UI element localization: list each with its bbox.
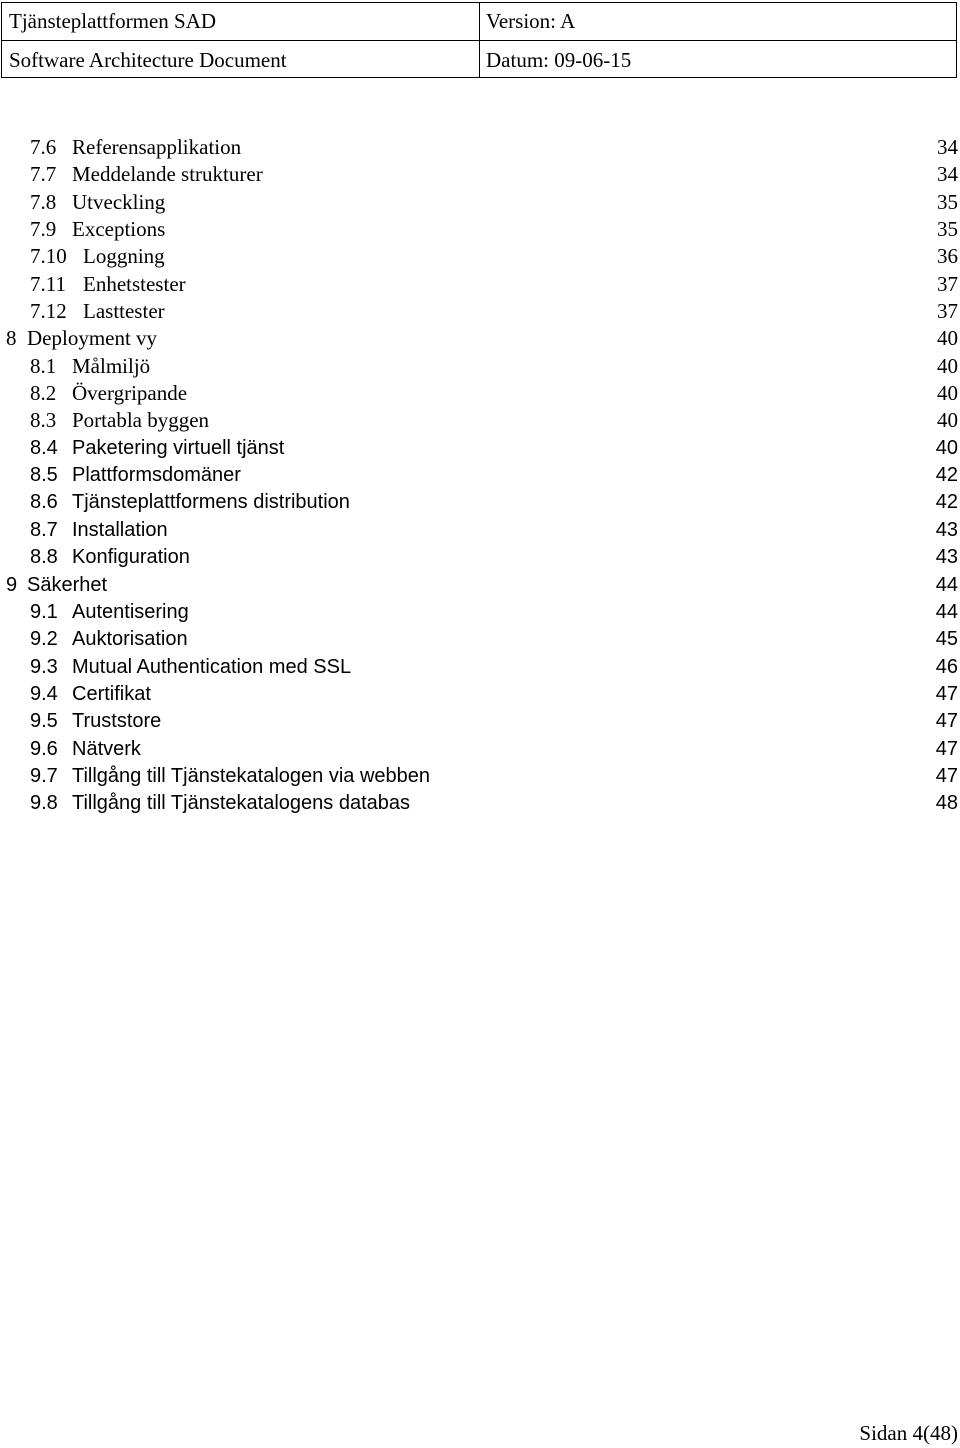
toc-entry-number: 9.8 [30, 792, 58, 815]
toc-entry-page-number: 36 [937, 244, 958, 269]
toc-entry-title: Portabla byggen [72, 408, 210, 433]
toc-entry[interactable] [0, 216, 960, 243]
toc-entry-number: 8.8 [30, 546, 58, 569]
toc-entry-number: 7.8 [30, 189, 57, 214]
toc-entry-page-number: 42 [935, 464, 958, 487]
toc-entry-title: Utveckling [72, 189, 166, 214]
toc-entry-title: Konfiguration [72, 546, 190, 569]
toc-entry-number: 8 [6, 326, 17, 351]
toc-entry[interactable] [0, 325, 960, 352]
toc-entry-page-number: 40 [937, 408, 958, 433]
toc-entry-page-number: 45 [935, 628, 958, 651]
toc-entry[interactable] [0, 298, 960, 325]
toc-entry[interactable] [0, 243, 960, 270]
header-column-divider [479, 3, 480, 77]
toc-entry[interactable] [0, 572, 960, 599]
toc-entry-number: 9 [6, 573, 18, 596]
toc-entry[interactable] [0, 790, 960, 817]
toc-entry-title: Tillgång till Tjänstekatalogen via webben [72, 764, 430, 787]
toc-entry-number: 7.12 [30, 299, 67, 324]
toc-entry-page-number: 44 [935, 573, 958, 596]
toc-entry-page-number: 47 [935, 764, 958, 787]
toc-entry-number: 9.3 [30, 655, 58, 678]
toc-entry[interactable] [0, 626, 960, 653]
toc-entry-number: 7.11 [30, 271, 66, 296]
toc-entry-page-number: 43 [935, 518, 958, 541]
toc-entry-number: 8.2 [30, 381, 57, 406]
toc-entry-page-number: 40 [937, 326, 958, 351]
toc-entry-title: Mutual Authentication med SSL [72, 655, 352, 678]
header-version: Version: A [486, 9, 576, 33]
toc-entry[interactable] [0, 462, 960, 489]
toc-entry-page-number: 43 [935, 546, 958, 569]
toc-entry[interactable] [0, 654, 960, 681]
toc-entry-number: 9.2 [30, 628, 58, 651]
toc-entry-title: Plattformsdomäner [72, 464, 241, 487]
toc-entry-number: 9.5 [30, 710, 58, 733]
toc-entry[interactable] [0, 435, 960, 462]
toc-entry-title: Enhetstester [83, 271, 186, 296]
toc-entry-title: Referensapplikation [72, 135, 242, 159]
header-date: Datum: 09-06-15 [486, 48, 632, 72]
toc-entry-page-number: 35 [937, 189, 958, 214]
toc-entry-title: Loggning [83, 244, 165, 269]
toc-entry[interactable] [0, 161, 960, 188]
toc-entry-title: Deployment vy [27, 326, 158, 351]
toc-entry-title: Nätverk [72, 737, 141, 760]
toc-entry-title: Auktorisation [72, 628, 188, 651]
toc-entry[interactable] [0, 271, 960, 298]
toc-entry[interactable] [0, 544, 960, 571]
table-of-contents [0, 134, 960, 818]
header-document-type: Software Architecture Document [9, 48, 287, 72]
toc-entry-page-number: 34 [937, 162, 958, 187]
toc-entry-page-number: 40 [937, 353, 958, 378]
toc-entry[interactable] [0, 763, 960, 790]
toc-entry-title: Truststore [72, 710, 162, 733]
toc-entry-number: 9.4 [30, 682, 58, 705]
toc-entry-title: Tjänsteplattformens distribution [72, 491, 350, 514]
toc-entry[interactable] [0, 599, 960, 626]
toc-entry-page-number: 48 [935, 792, 958, 815]
toc-entry-title: Målmiljö [72, 353, 151, 378]
toc-entry-number: 8.1 [30, 353, 57, 378]
toc-entry-title: Tillgång till Tjänstekatalogens databas [72, 792, 410, 815]
toc-entry-title: Autentisering [72, 600, 189, 623]
toc-entry-number: 7.6 [30, 135, 57, 159]
toc-entry-number: 8.4 [30, 436, 58, 459]
toc-entry-title: Övergripande [72, 381, 188, 406]
toc-entry-title: Paketering virtuell tjänst [72, 436, 285, 459]
toc-entry[interactable] [0, 708, 960, 735]
toc-entry[interactable] [0, 189, 960, 216]
toc-entry-number: 8.5 [30, 464, 58, 487]
toc-entry-number: 7.7 [30, 162, 57, 187]
toc-entry-number: 7.10 [30, 244, 67, 269]
toc-entry-title: Lasttester [83, 299, 165, 324]
toc-entry[interactable] [0, 380, 960, 407]
toc-entry-page-number: 40 [937, 381, 958, 406]
toc-entry-page-number: 40 [935, 436, 958, 459]
toc-entry-page-number: 35 [937, 217, 958, 242]
toc-entry-number: 7.9 [30, 217, 57, 242]
toc-entry-page-number: 42 [935, 491, 958, 514]
toc-entry[interactable] [0, 736, 960, 763]
toc-entry-page-number: 47 [935, 682, 958, 705]
toc-entry-number: 8.6 [30, 491, 58, 514]
toc-entry-number: 9.7 [30, 764, 58, 787]
toc-entry-title: Meddelande strukturer [72, 162, 263, 187]
toc-entry-page-number: 44 [935, 600, 958, 623]
toc-entry[interactable] [0, 407, 960, 434]
toc-entry-page-number: 34 [937, 135, 958, 159]
toc-entry[interactable] [0, 681, 960, 708]
toc-entry-title: Installation [72, 518, 168, 541]
toc-entry-page-number: 37 [937, 299, 958, 324]
toc-entry-page-number: 37 [937, 271, 958, 296]
toc-entry-page-number: 47 [935, 710, 958, 733]
toc-entry-page-number: 47 [935, 737, 958, 760]
document-header [1, 2, 957, 78]
page-number-footer: Sidan 4(48) [859, 1421, 958, 1445]
toc-entry-number: 8.3 [30, 408, 57, 433]
toc-entry-title: Exceptions [72, 217, 166, 242]
header-project-title: Tjänsteplattformen SAD [9, 9, 217, 33]
toc-entry[interactable] [0, 134, 960, 161]
toc-entry-title: Säkerhet [27, 573, 108, 596]
toc-entry[interactable] [0, 517, 960, 544]
toc-entry-title: Certifikat [72, 682, 151, 705]
toc-entry-number: 9.1 [30, 600, 58, 623]
toc-entry-number: 8.7 [30, 518, 58, 541]
toc-entry-page-number: 46 [935, 655, 958, 678]
toc-entry[interactable] [0, 353, 960, 380]
toc-entry[interactable] [0, 489, 960, 516]
toc-entry-number: 9.6 [30, 737, 58, 760]
